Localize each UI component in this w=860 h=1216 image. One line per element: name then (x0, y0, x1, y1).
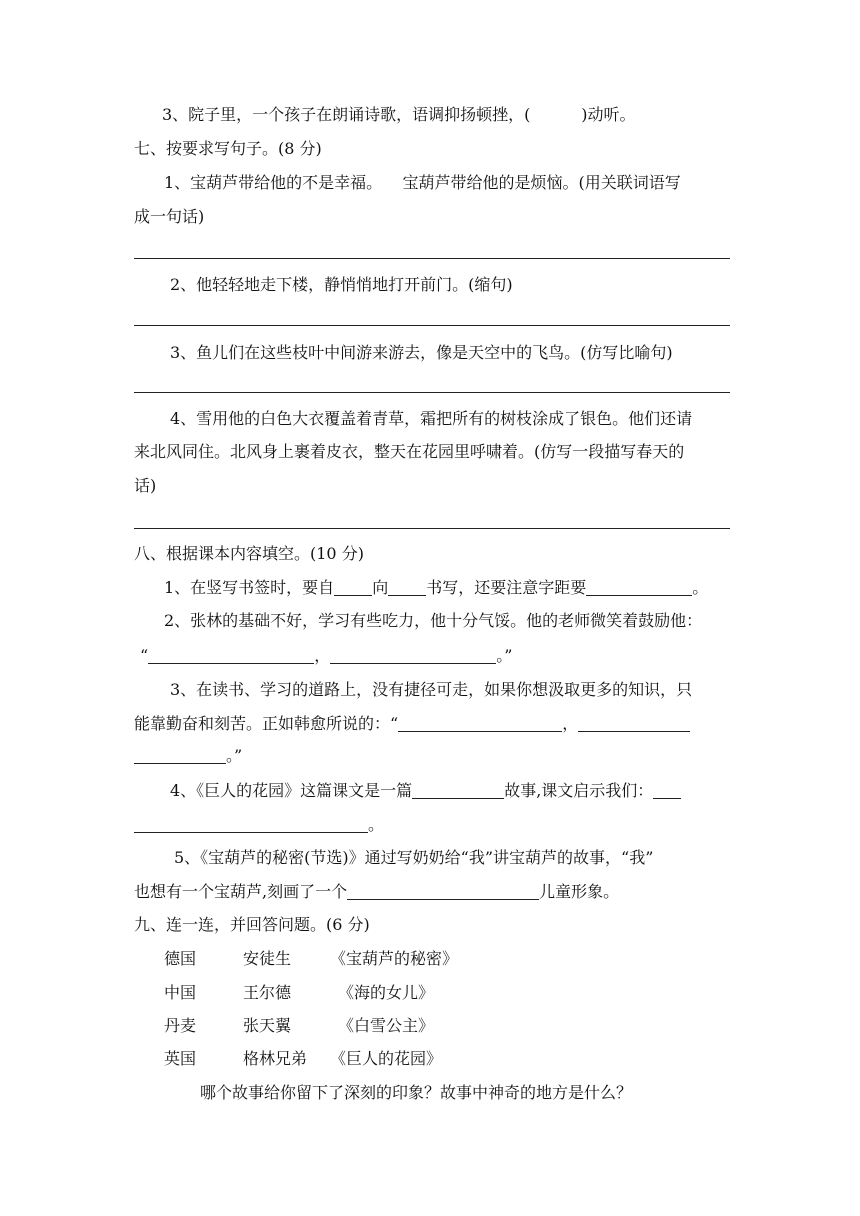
country-item[interactable]: 丹麦 (164, 1016, 197, 1035)
q8-item5-text-b: 儿童形象。 (539, 882, 620, 901)
q8-item3-line2 (134, 713, 690, 735)
period: 。 (368, 815, 385, 834)
q8-item2-line2 (140, 645, 512, 667)
q7-item4-line3: 话) (134, 476, 157, 495)
q8-item2-line1: 2、张林的基础不好，学习有些吃力，他十分气馁。他的老师微笑着鼓励他： (164, 611, 703, 630)
work-item[interactable]: 《巨人的花园》 (330, 1049, 443, 1068)
q7-item1-line2: 成一句话) (134, 207, 205, 226)
q7-item4-line2: 来北风同住。北风身上裹着皮衣，整天在花园里呼啸着。(仿写一段描写春天的 (134, 442, 685, 461)
fill-blank[interactable] (330, 647, 496, 664)
author-item[interactable]: 格林兄弟 (243, 1049, 308, 1068)
fill-blank[interactable] (586, 579, 692, 596)
q8-item1-text-c: 书写，还要注意字距要 (426, 578, 587, 597)
fill-blank[interactable] (347, 883, 539, 900)
q8-item4-line2 (134, 814, 384, 836)
comma: ， (314, 646, 331, 665)
q7-item1-line1: 1、宝葫芦带给他的不是幸福。 宝葫芦带给他的是烦恼。(用关联词语写 (164, 173, 681, 192)
fill-blank[interactable] (412, 782, 504, 799)
fill-blank[interactable] (578, 715, 690, 732)
fill-blank[interactable] (134, 816, 368, 833)
section-7-heading: 七、按要求写句子。(8 分) (134, 139, 322, 158)
q8-item5-line2 (134, 881, 619, 903)
answer-line[interactable] (134, 258, 730, 259)
work-item[interactable]: 《白雪公主》 (338, 1016, 435, 1035)
country-item[interactable]: 德国 (164, 949, 197, 968)
q8-item1-text-a: 1、在竖写书签时，要自 (164, 578, 335, 597)
answer-line[interactable] (134, 325, 730, 326)
q8-item3-line1: 3、在读书、学习的道路上，没有捷径可走，如果你想汲取更多的知识，只 (170, 680, 693, 699)
work-item[interactable]: 《海的女儿》 (338, 983, 435, 1002)
close-quote: 。” (226, 746, 243, 765)
author-item[interactable]: 王尔德 (243, 983, 292, 1002)
answer-line[interactable] (134, 528, 730, 529)
fill-blank[interactable] (398, 715, 562, 732)
fill-blank[interactable] (134, 747, 226, 764)
open-quote: “ (140, 646, 149, 665)
answer-line[interactable] (134, 392, 730, 393)
q8-item1-text-d: 。 (692, 578, 709, 597)
q8-item4-text-a: 4、《巨人的花园》这篇课文是一篇 (170, 781, 413, 800)
q6-item3: 3、院子里，一个孩子在朗诵诗歌，语调抑扬顿挫，( )动听。 (162, 105, 636, 124)
country-item[interactable]: 英国 (164, 1049, 197, 1068)
fill-blank[interactable] (388, 579, 426, 596)
q8-item4-line1 (170, 780, 681, 802)
fill-blank[interactable] (148, 647, 314, 664)
q7-item4-line1: 4、雪用他的白色大衣覆盖着青草，霜把所有的树枝涂成了银色。他们还请 (170, 409, 693, 428)
fill-blank[interactable] (334, 579, 372, 596)
section-8-heading: 八、根据课本内容填空。(10 分) (134, 544, 364, 563)
q8-item1 (164, 577, 708, 599)
close-quote: 。” (496, 646, 513, 665)
q8-item3-line3 (134, 745, 242, 767)
section-9-heading: 九、连一连，并回答问题。(6 分) (134, 915, 370, 934)
fill-blank[interactable] (653, 782, 681, 799)
q8-item4-text-b: 故事,课文启示我们： (504, 781, 654, 800)
work-item[interactable]: 《宝葫芦的秘密》 (330, 949, 459, 968)
q8-item1-text-b: 向 (372, 578, 389, 597)
author-item[interactable]: 张天翼 (243, 1016, 292, 1035)
q8-item5-text-a: 也想有一个宝葫芦,刻画了一个 (134, 882, 348, 901)
q9-question: 哪个故事给你留下了深刻的印象？故事中神奇的地方是什么？ (200, 1083, 633, 1102)
author-item[interactable]: 安徒生 (243, 949, 292, 968)
comma: ， (562, 714, 579, 733)
q8-item3-text-a: 能靠勤奋和刻苦。正如韩愈所说的：“ (134, 714, 399, 733)
country-item[interactable]: 中国 (164, 983, 197, 1002)
q7-item3: 3、鱼儿们在这些枝叶中间游来游去，像是天空中的飞鸟。(仿写比喻句) (170, 343, 673, 362)
q7-item2: 2、他轻轻地走下楼，静悄悄地打开前门。(缩句) (170, 275, 513, 294)
q8-item5-line1: 5、《宝葫芦的秘密(节选)》通过写奶奶给“我”讲宝葫芦的故事，“我” (174, 848, 654, 867)
